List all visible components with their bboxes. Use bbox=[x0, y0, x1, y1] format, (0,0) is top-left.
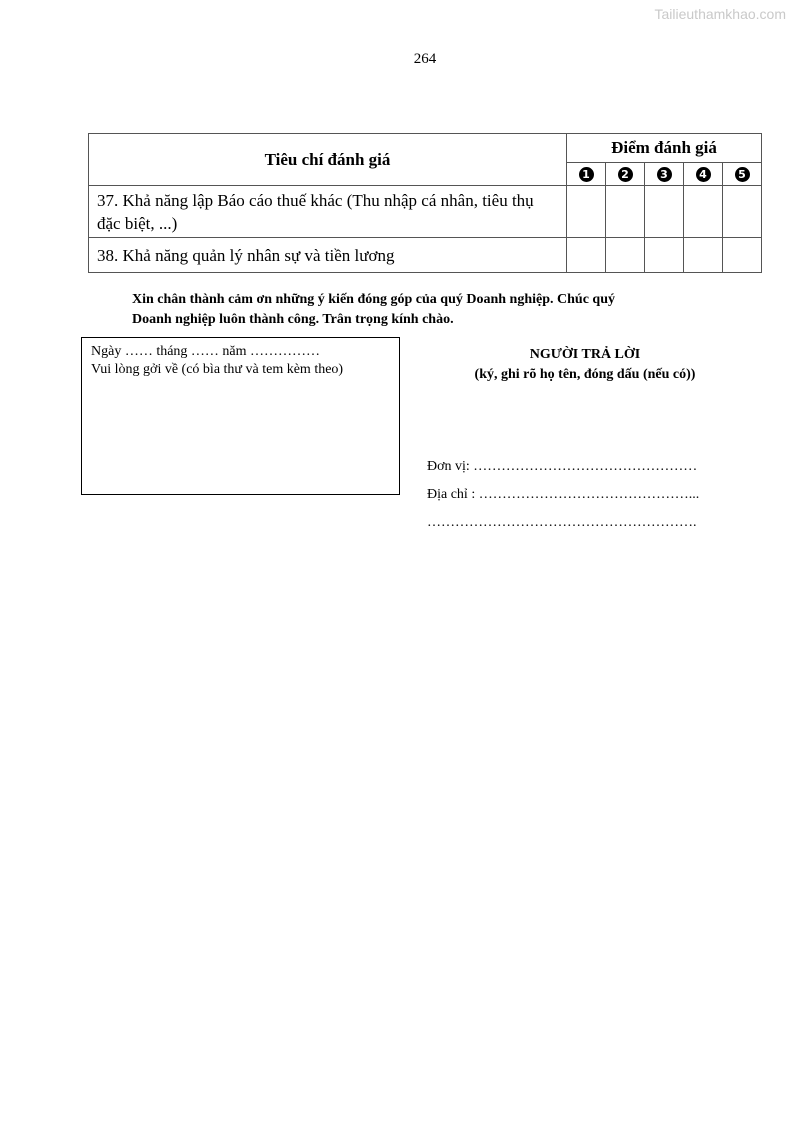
score-4-badge: 4 bbox=[696, 167, 711, 182]
score-cell-37-4[interactable] bbox=[684, 186, 723, 238]
score-5-header bbox=[723, 163, 762, 186]
score-2-badge: 2 bbox=[618, 167, 633, 182]
score-cell-37-5[interactable] bbox=[723, 186, 762, 238]
criterion-37: 37. Khả năng lập Báo cáo thuế khác (Thu nhập cá nhân, tiêu thụ đặc biệt, ...) bbox=[89, 186, 567, 238]
score-cell-38-5[interactable] bbox=[723, 238, 762, 273]
score-1-header bbox=[567, 163, 606, 186]
criteria-header: Tiêu chí đánh giá bbox=[89, 134, 567, 186]
watermark: Tailieuthamkhao.com bbox=[654, 6, 786, 22]
respondent-subtitle: (ký, ghi rõ họ tên, đóng dấu (nếu có)) bbox=[474, 367, 696, 382]
thanks-message bbox=[132, 290, 732, 330]
unit-field[interactable]: Đơn vị: ………………………………………… bbox=[427, 459, 698, 474]
score-cell-38-1[interactable] bbox=[567, 238, 606, 273]
score-3-header bbox=[645, 163, 684, 186]
respondent-block bbox=[420, 345, 750, 385]
criterion-38: 38. Khả năng quản lý nhân sự và tiền lương bbox=[89, 238, 567, 273]
score-4-header bbox=[684, 163, 723, 186]
table-header-row bbox=[89, 134, 762, 163]
date-box bbox=[81, 337, 400, 495]
thanks-line-1: Xin chân thành cảm ơn những ý kiến đóng góp của quý Doanh nghiệp. Chúc quý bbox=[132, 292, 615, 307]
score-header: Điểm đánh giá bbox=[567, 134, 762, 163]
score-cell-37-1[interactable] bbox=[567, 186, 606, 238]
score-1-badge: 1 bbox=[579, 167, 594, 182]
score-2-header bbox=[606, 163, 645, 186]
score-cell-38-3[interactable] bbox=[645, 238, 684, 273]
date-line: Ngày …… tháng …… năm …………… bbox=[91, 344, 321, 359]
score-3-badge: 3 bbox=[657, 167, 672, 182]
score-cell-38-4[interactable] bbox=[684, 238, 723, 273]
score-cell-38-2[interactable] bbox=[606, 238, 645, 273]
table-row bbox=[89, 238, 762, 273]
score-cell-37-2[interactable] bbox=[606, 186, 645, 238]
page-number: 264 bbox=[413, 51, 437, 67]
score-5-badge: 5 bbox=[735, 167, 750, 182]
table-row bbox=[89, 186, 762, 238]
respondent-title: NGƯỜI TRẢ LỜI bbox=[529, 347, 641, 362]
thanks-line-2: Doanh nghiệp luôn thành công. Trân trọng kính chào. bbox=[132, 312, 454, 327]
evaluation-table bbox=[88, 133, 762, 273]
score-cell-37-3[interactable] bbox=[645, 186, 684, 238]
return-instruction: Vui lòng gởi về (có bìa thư và tem kèm theo) bbox=[91, 362, 344, 377]
address-field[interactable]: Địa chỉ : ………………………………………... bbox=[427, 487, 700, 502]
address-extra-line[interactable]: …………………………………………………. bbox=[427, 515, 697, 530]
